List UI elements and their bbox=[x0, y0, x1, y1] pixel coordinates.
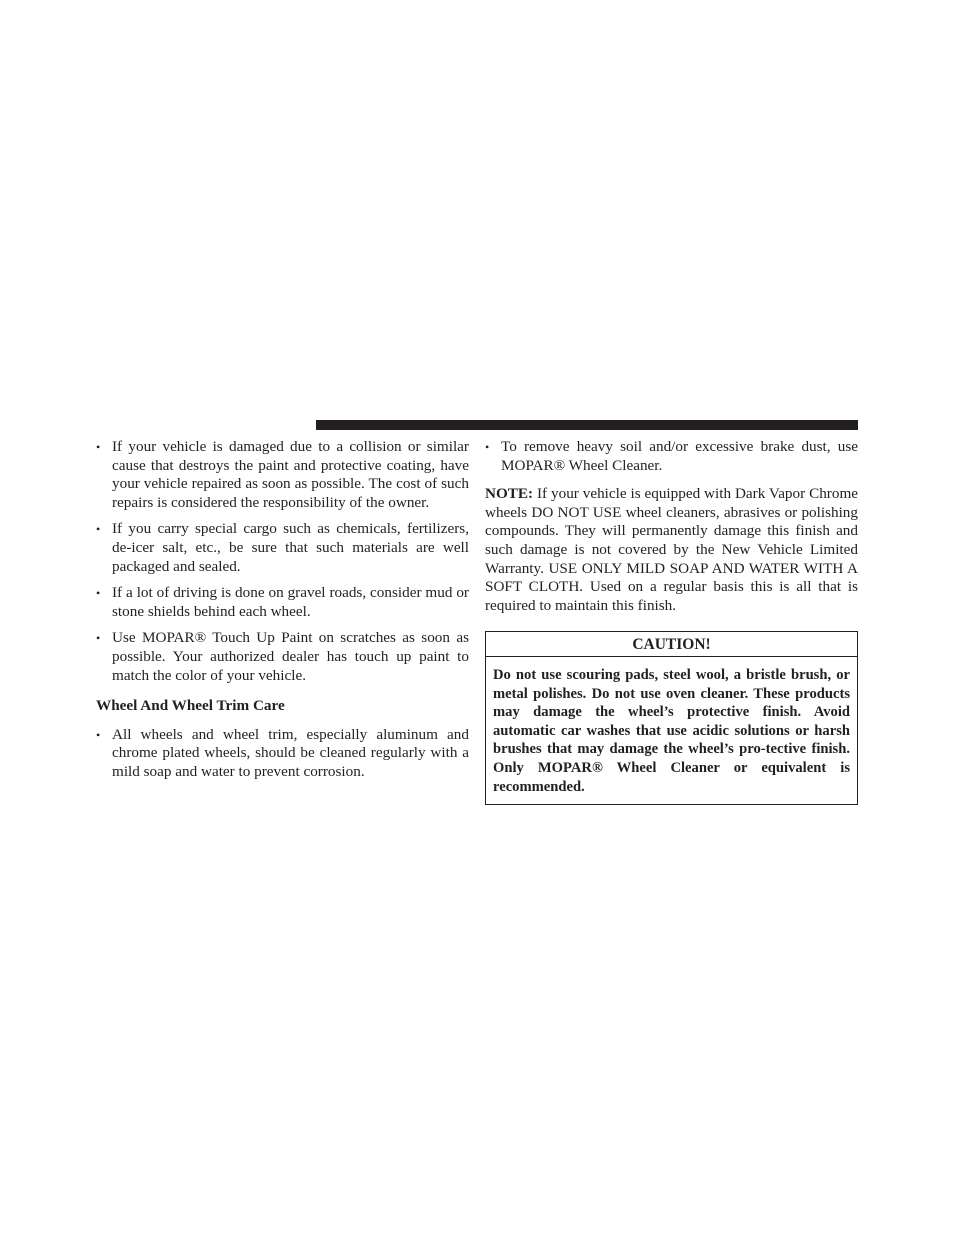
bullet-icon: • bbox=[96, 522, 101, 537]
list-item bbox=[96, 726, 469, 782]
note-text: If your vehicle is equipped with Dark Vapor Chrome wheels DO NOT USE wheel cleaners, abrasives or polishing compounds. They will permanently damage this finish and such damage is not covered by the New Vehicle Limited Warranty. USE ONLY MILD SOAP AND WATER WITH A SOFT CLOTH. Used on a regular basis this is all that is required to maintain this finish. bbox=[485, 485, 858, 614]
list-item bbox=[96, 629, 469, 685]
list-item-text: Use MOPAR® Touch Up Paint on scratches as soon as possible. Your authorized dealer has touch up paint to match the color of your vehicle. bbox=[112, 629, 469, 684]
caution-title: CAUTION! bbox=[486, 632, 857, 657]
list-item-text: If you carry special cargo such as chemicals, fertilizers, de-icer salt, etc., be sure that such materials are well packaged and sealed. bbox=[112, 520, 469, 575]
section-subheading: Wheel And Wheel Trim Care bbox=[96, 697, 285, 715]
list-item bbox=[485, 438, 858, 475]
section-header-bar bbox=[316, 420, 858, 430]
list-item-text: All wheels and wheel trim, especially aluminum and chrome plated wheels, should be cleaned regularly with a mild soap and water to prevent corrosion. bbox=[112, 725, 469, 780]
list-item-text: To remove heavy soil and/or excessive brake dust, use MOPAR® Wheel Cleaner. bbox=[501, 438, 858, 474]
bullet-icon: • bbox=[485, 440, 490, 454]
list-item-text: If your vehicle is damaged due to a collision or similar cause that destroys the paint and protective coating, have your vehicle repaired as soon as possible. The cost of such repairs is considered the responsibility of the owner. bbox=[112, 438, 469, 511]
bullet-icon: • bbox=[96, 631, 101, 646]
bullet-icon: • bbox=[96, 440, 101, 454]
left-column bbox=[96, 438, 469, 790]
caution-body: Do not use scouring pads, steel wool, a bristle brush, or metal polishes. Do not use oven cleaner. These products may damage the wheel’s protective finish. Avoid automatic car washes that use acidic solutions or harsh brushes that may damage the wheel’s pro-tective finish. Only MOPAR® Wheel Cleaner or equivalent is recommended. bbox=[493, 667, 850, 795]
list-item bbox=[96, 520, 469, 576]
right-column bbox=[485, 438, 858, 615]
bullet-icon: • bbox=[96, 727, 101, 742]
caution-box bbox=[485, 631, 858, 805]
list-item bbox=[96, 584, 469, 621]
list-item bbox=[96, 438, 469, 512]
list-item-text: If a lot of driving is done on gravel roads, consider mud or stone shields behind each wheel. bbox=[112, 584, 469, 620]
bullet-icon: • bbox=[96, 586, 101, 601]
note-label: NOTE: bbox=[485, 485, 534, 503]
note-paragraph bbox=[485, 485, 858, 615]
